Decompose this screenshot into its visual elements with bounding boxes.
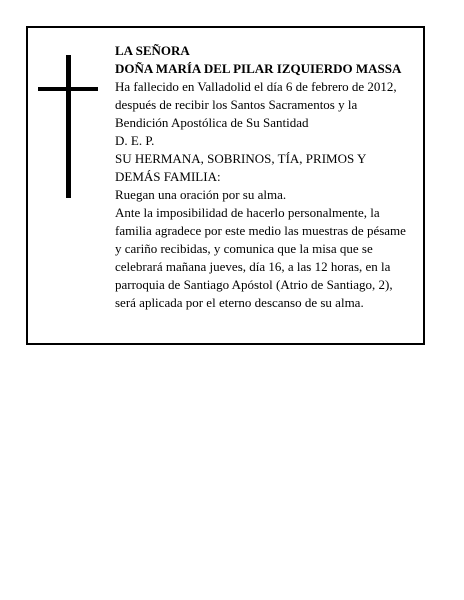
closing-line: parroquia de Santiago Apóstol (Atrio de Santiago, 2),: [115, 277, 393, 292]
family-line: SU HERMANA, SOBRINOS, TÍA, PRIMOS Y: [115, 151, 367, 166]
closing-line: Ante la imposibilidad de hacerlo personalmente, la: [115, 205, 380, 220]
deceased-name: DOÑA MARÍA DEL PILAR IZQUIERDO MASSA: [115, 61, 402, 76]
closing-line: y cariño recibidas, y comunica que la misa que se: [115, 241, 373, 256]
death-line: después de recibir los Santos Sacramentos y la: [115, 97, 358, 112]
death-line: Bendición Apostólica de Su Santidad: [115, 115, 309, 130]
cross-vertical-bar: [66, 55, 71, 198]
death-line: Ha fallecido en Valladolid el día 6 de febrero de 2012,: [115, 79, 397, 94]
notice-text: [115, 42, 421, 312]
family-line: DEMÁS FAMILIA:: [115, 169, 221, 184]
prayer-request: Ruegan una oración por su alma.: [115, 187, 287, 202]
cross-horizontal-bar: [38, 87, 98, 91]
closing-line: familia agradece por este medio las muestras de pésame: [115, 223, 406, 238]
obituary-notice: [26, 26, 425, 345]
closing-line: celebrará mañana jueves, día 16, a las 12 horas, en la: [115, 259, 391, 274]
closing-line: será aplicada por el eterno descanso de su alma.: [115, 295, 364, 310]
dep-text: D. E. P.: [115, 133, 155, 148]
notice-header: LA SEÑORA: [115, 43, 190, 58]
